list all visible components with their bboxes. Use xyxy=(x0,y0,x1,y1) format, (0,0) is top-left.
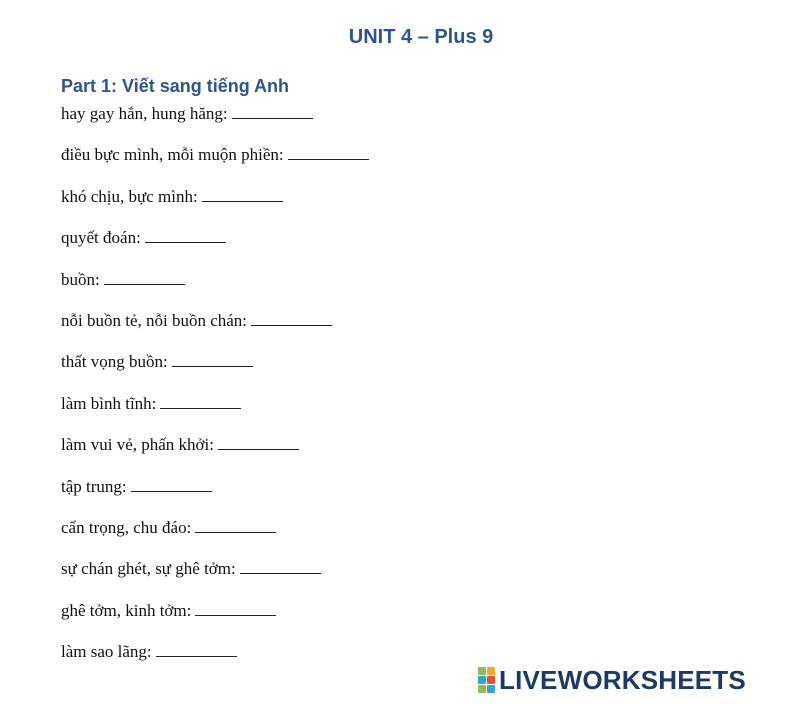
exercise-item xyxy=(61,435,299,455)
exercise-prompt: nỗi buồn tẻ, nỗi buồn chán: xyxy=(61,311,248,330)
exercise-prompt: làm sao lãng: xyxy=(61,642,152,662)
answer-blank[interactable] xyxy=(218,435,299,450)
answer-blank[interactable] xyxy=(251,311,332,326)
exercise-item xyxy=(61,394,241,414)
exercise-item xyxy=(61,145,369,165)
exercise-prompt: thất vọng buồn: xyxy=(61,352,168,372)
exercise-prompt: ghê tởm, kinh tởm: xyxy=(61,600,192,620)
exercise-prompt: tập trung: xyxy=(61,476,127,496)
answer-blank[interactable] xyxy=(195,518,276,533)
exercise-item xyxy=(61,311,332,331)
exercise-prompt: cẩn trọng, chu đáo: xyxy=(61,518,192,537)
exercise-item xyxy=(61,228,226,248)
exercise-prompt: làm vui vẻ, phấn khởi: xyxy=(61,435,214,455)
answer-blank[interactable] xyxy=(172,352,253,367)
exercise-item xyxy=(61,477,212,497)
exercise-item xyxy=(61,352,253,372)
exercise-prompt: buồn: xyxy=(61,269,100,289)
answer-blank[interactable] xyxy=(104,270,185,285)
exercise-item xyxy=(61,104,313,124)
exercise-item xyxy=(61,559,321,579)
exercise-item xyxy=(61,187,283,207)
exercise-prompt: điều bực mình, mỗi muộn phiền: xyxy=(61,145,284,165)
liveworksheets-logo xyxy=(478,664,746,696)
answer-blank[interactable] xyxy=(131,477,212,492)
exercise-item xyxy=(61,518,276,538)
part-heading: Part 1: Viết sang tiếng Anh xyxy=(61,76,290,96)
exercise-prompt: hay gay hắn, hung hăng: xyxy=(61,104,228,123)
answer-blank[interactable] xyxy=(202,187,283,202)
exercise-prompt: làm bình tĩnh: xyxy=(61,393,157,413)
answer-blank[interactable] xyxy=(240,559,321,574)
page-title: UNIT 4 – Plus 9 xyxy=(348,26,494,48)
exercise-item xyxy=(61,642,237,662)
answer-blank[interactable] xyxy=(156,642,237,657)
answer-blank[interactable] xyxy=(288,145,369,160)
exercise-item xyxy=(61,270,185,290)
answer-blank[interactable] xyxy=(195,601,276,616)
answer-blank[interactable] xyxy=(145,228,226,243)
exercise-prompt: khó chịu, bực mình: xyxy=(61,186,198,206)
answer-blank[interactable] xyxy=(160,394,241,409)
answer-blank[interactable] xyxy=(232,104,313,119)
liveworksheets-logo-icon xyxy=(478,667,495,693)
logo-text: LIVEWORKSHEETS xyxy=(499,664,746,695)
exercise-prompt: sự chán ghét, sự ghê tởm: xyxy=(61,559,236,579)
exercise-prompt: quyết đoán: xyxy=(61,228,141,248)
exercise-item xyxy=(61,601,276,621)
